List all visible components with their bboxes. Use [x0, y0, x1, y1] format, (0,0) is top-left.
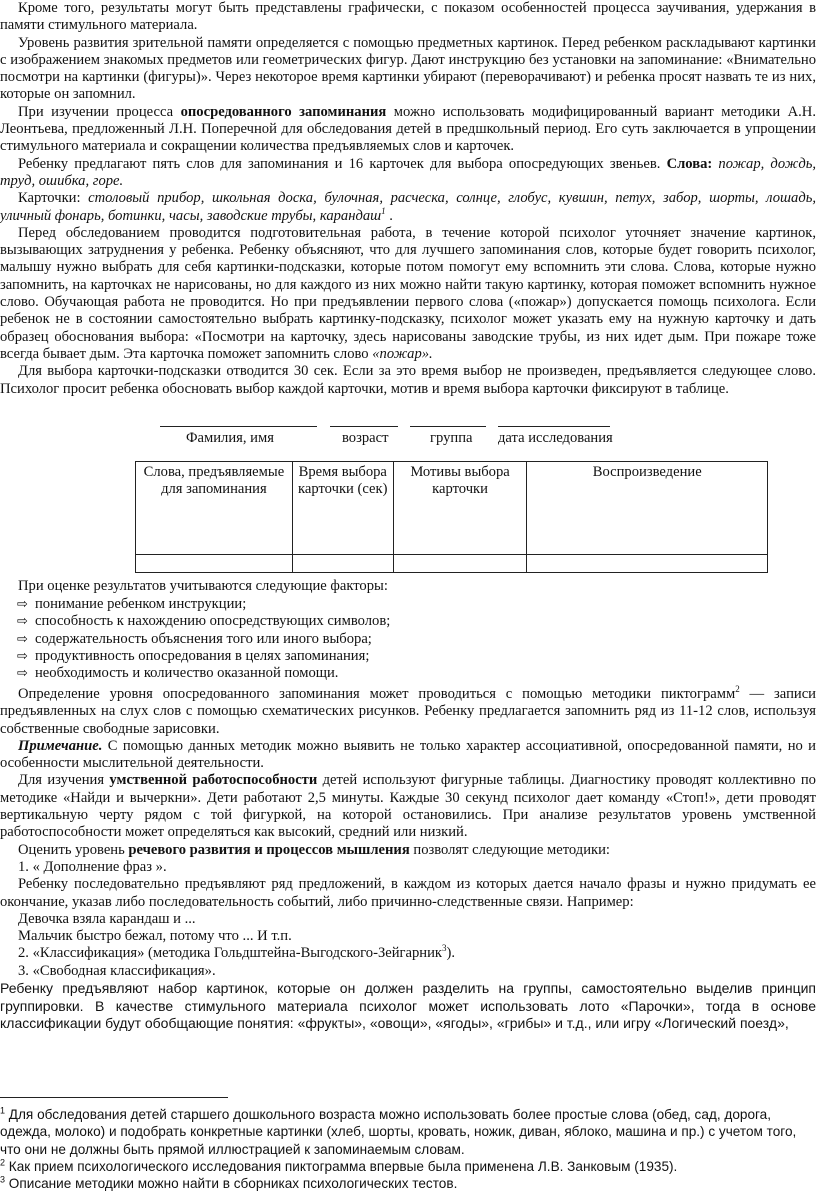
example-line: Девочка взяла карандаш и ... [18, 910, 196, 927]
list-item: ⇨ необходимость и количество оказанной помощи. [17, 665, 339, 682]
paragraph: Карточки: столовый прибор, школьная доска, булочная, расческа, солнце, глобус, кувшин, петух, забор, шорты, лошадь, уличный фонарь, ботинки, часы, заводские трубы, карандаш$^1$ . [0, 190, 816, 224]
paragraph: Примечание. С помощью данных методик можно выявить не только характер ассоциативной, опосредованной памяти, но и особенности мыслительной деятельности. [0, 737, 816, 772]
factors-intro [0, 578, 816, 595]
paragraph: Ребенку предъявляют набор картинок, которые он должен разделить на группы, самостоятельно выделив принцип группировки. В качестве стимульного материала психолог может использовать лото «Парочки», тогда в основе классификации будут обобщающие понятия: «фрукты», «овощи», «ягоды», «грибы» и т.д., или игру «Логический поезд», [0, 980, 816, 1032]
method-item: 1. « Дополнение фраз ». [18, 858, 167, 875]
footnote: $^3$ Описание методики можно найти в сборниках психологических тестов. [0, 1174, 458, 1192]
method-item: 2. «Классификация» (методика Гольдштейна-Выгодского-Зейгарник$^3$). [18, 943, 456, 962]
paragraph: Для выбора карточки-подсказки отводится 30 сек. Если за это время выбор не произведен, предъявляется следующее слово. Психолог просит ребенка обосновать выбор каждой карточки, мотив и время выбора карточки фиксируют в таблице. [0, 363, 816, 397]
paragraph: Для изучения умственной работоспособности детей используют фигурные таблицы. Диагностику проводят коллективно по методике «Найди и вычеркни». Дети работают 2,5 минуты. Каждые 30 секунд психолог дает команду «Стоп!», дети проводят вертикальную черту рядом с той фигуркой, на которой остановились. При анализе результатов уровень умственной работоспособности может определяться как высокий, средний или низкий. [0, 772, 816, 841]
note-label: Примечание. [18, 737, 103, 754]
list-item: ⇨ продуктивность опосредования в целях запоминания; [17, 647, 370, 664]
outline-right-arrow-icon: ⇨ [17, 631, 28, 647]
group-label: группа [430, 430, 473, 446]
paragraph: При оценке результатов учитываются следующие факторы: [18, 578, 388, 594]
list-item: ⇨ понимание ребенком инструкции; [17, 596, 247, 612]
bold-term: опосредованного запоминания [180, 103, 387, 120]
date-label: дата исследования [498, 430, 613, 446]
body-text-bottom [0, 686, 816, 1033]
paragraph: При изучении процесса опосредованного запоминания можно использовать модифицированный вариант методики А.Н. Леонтьева, предложенный Л.Н. Поперечной для обследования детей в предшкольный период. Его суть заключается в упрощении стимульного материала и сокращении количества предъявляемых слов и карточек. [0, 103, 816, 155]
body-text-top [0, 0, 816, 398]
outline-right-arrow-icon: ⇨ [17, 666, 28, 682]
table-cell[interactable] [292, 555, 393, 573]
paragraph: Ребенку последовательно предъявляют ряд предложений, в каждом из которых дается начало фразы и нужно придумать ее окончание, указав либо последовательность событий, либо причинно-следственные связи. Например: [0, 876, 816, 910]
card-list: столовый прибор, школьная доска, булочная, расческа, солнце, глобус, кувшин, петух, забор, шорты, лошадь, уличный фонарь, ботинки, часы, заводские трубы, карандаш [0, 190, 816, 224]
table-cell[interactable] [527, 555, 768, 573]
outline-right-arrow-icon: ⇨ [17, 648, 28, 664]
table-header-row [136, 462, 768, 555]
table-header-cell: Слова, предъявляемые для запоминания [136, 462, 293, 555]
name-label: Фамилия, имя [186, 430, 274, 446]
paragraph: Ребенку предлагают пять слов для запоминания и 16 карточек для выбора опосредующих звеньев. Слова: пожар, дождь, труд, ошибка, горе. [0, 155, 816, 189]
date-underline [498, 426, 610, 427]
table-header-cell: Воспроизведение [527, 462, 768, 555]
group-underline [410, 426, 486, 427]
paragraph: Перед обследованием проводится подготовительная работа, в течение которой психолог уточняет значение картинок, вызывающих затруднения у ребенка. Ребенку объясняют, что для лучшего запоминания слов, которые будет говорить психолог, малышу нужно выбрать для себя картинки-подсказки, которые потом помогут ему вспомнить эти слова. Слова, которые нужно запомнить, на карточках не нарисованы, но для каждого из них можно найти такую картинку, которая поможет вспомнить нужное слово. Обучающая работа не проводится. Но при предъявлении первого слова («пожар») допускается помощь психолога. Если ребенок не в состоянии самостоятельно выбрать картинку-подсказку, психолог может указать ему на нужную карточку и дать образец обоснования выбора: «Посмотри на карточку, здесь нарисованы заводские трубы, из них идет дым. При пожаре тоже всегда бывает дым. Эта карточка поможет запомнить слово «пожар». [0, 224, 816, 362]
results-table [135, 461, 768, 573]
table-cell[interactable] [393, 555, 527, 573]
outline-right-arrow-icon: ⇨ [17, 597, 28, 612]
word-list: пожар, дождь, труд, ошибка, горе. [0, 155, 816, 189]
table-header-cell: Мотивы выбора карточки [393, 462, 527, 555]
record-form-header [0, 422, 816, 448]
table-header-cell: Время выбора карточки (сек) [292, 462, 393, 555]
bold-term: умственной работоспособности [109, 772, 318, 789]
list-item: ⇨ способность к нахождению опосредствующих символов; [17, 613, 391, 630]
outline-right-arrow-icon: ⇨ [17, 614, 28, 630]
name-underline [160, 426, 317, 427]
footnote-ref[interactable]: 2 [735, 684, 740, 695]
list-item: ⇨ содержательность объяснения того или иного выбора; [17, 630, 372, 647]
footnote-separator [0, 1097, 228, 1098]
example-line: Мальчик быстро бежал, потому что ... И т.п. [18, 928, 292, 945]
paragraph: Кроме того, результаты могут быть представлены графически, с показом особенностей процесса заучивания, удержания в памяти стимульного материала. [0, 0, 816, 34]
bold-term: речевого развития и процессов мышления [128, 841, 410, 858]
method-item: 3. «Свободная классификация». [18, 962, 216, 979]
paragraph: Оценить уровень речевого развития и процессов мышления позволят следующие методики: [18, 841, 610, 858]
footnote-ref[interactable]: 1 [381, 205, 386, 216]
age-label: возраст [342, 430, 389, 446]
footnote: $^2$ Как прием психологического исследования пиктограмма впервые была применена Л.В. Занковым (1935). [0, 1157, 678, 1174]
paragraph: Уровень развития зрительной памяти определяется с помощью предметных картинок. Перед ребенком раскладывают картинки с изображением знакомых предметов или геометрических фигур. Дают инструкцию без установки на запоминание: «Внимательно посмотри на картинки (фигуры)». Через некоторое время картинки убирают (переворачивают) и ребенка просят назвать те из них, которые он запомнил. [0, 34, 816, 103]
paragraph: Определение уровня опосредованного запоминания может проводиться с помощью методики пиктограмм$^2$ — записи предъявленных на слух слов с помощью схематических рисунков. Ребенку предлагается запомнить ряд из 11-12 слов, используя собственные свободные зарисовки. [0, 684, 816, 737]
table-row [136, 555, 768, 573]
footnote-ref[interactable]: 3 [442, 943, 447, 954]
table-cell[interactable] [136, 555, 293, 573]
age-underline [330, 426, 398, 427]
footnote: $^1$ Для обследования детей старшего дошкольного возраста можно использовать более простые слова (обед, сад, дорога, одежда, молоко) и подобрать конкретные картинки (хлеб, шорты, кровать, ножик, диван, яблоко, машина и пр.) с учетом того, что они не должны быть прямой иллюстрацией к запоминаемым словам. [0, 1105, 797, 1157]
footnotes [0, 1106, 816, 1192]
factors-list [0, 596, 816, 682]
